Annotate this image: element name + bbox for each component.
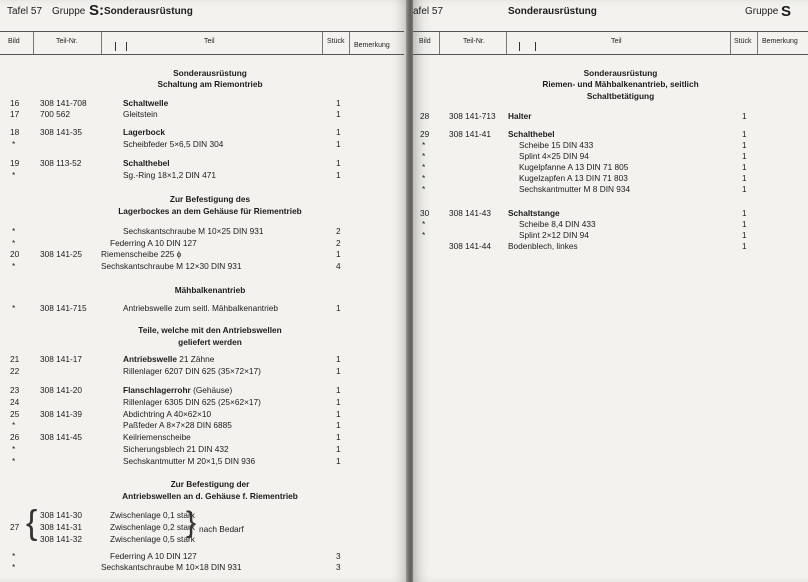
table-row (0, 456, 408, 467)
cell-bild: * (12, 238, 16, 248)
cell-teil (110, 522, 195, 533)
table-row (0, 534, 408, 545)
cell-teilnr: 308 141-45 (40, 432, 82, 442)
cell-bild: 30 (420, 208, 430, 218)
cell-teil (508, 241, 578, 252)
section-heading: Teile, welche mit den Antriebswellen (138, 325, 282, 335)
table-row (0, 170, 408, 181)
cell-bild: 26 (10, 432, 20, 442)
cell-teil (123, 98, 168, 109)
table-row (0, 109, 408, 120)
cell-bild: 29 (420, 129, 430, 139)
cell-bild: 18 (10, 127, 20, 137)
cell-teilnr: 308 141-715 (40, 303, 87, 313)
part-name: Rillenlager 6207 DIN 625 (35×72×17) (123, 366, 261, 376)
left-gruppe-label: Gruppe (52, 6, 86, 17)
part-name: Lagerbock (123, 127, 165, 137)
part-name: Sg.-Ring 18×1,2 DIN 471 (123, 170, 216, 180)
left-group-letter: S: (89, 2, 104, 19)
cell-teil (519, 184, 630, 195)
cell-teil (123, 226, 263, 237)
cell-teilnr: 308 141-35 (40, 127, 82, 137)
cell-bild: * (12, 226, 16, 236)
col-teilnr: Teil-Nr. (463, 38, 485, 45)
cell-teilnr: 308 141-41 (449, 129, 491, 139)
cell-teilnr: 308 141-43 (449, 208, 491, 218)
cell-teil (101, 249, 181, 260)
part-name: Schaltstange (508, 208, 560, 218)
cell-teil (123, 420, 232, 431)
cell-stueck: 2 (336, 238, 341, 248)
cell-bild: * (12, 456, 16, 466)
cell-stueck: 1 (336, 397, 341, 407)
cell-stueck: 1 (336, 249, 341, 259)
cell-teil (101, 562, 241, 573)
part-name: Schalthebel (123, 158, 170, 168)
cell-teil (123, 409, 211, 420)
cell-stueck: 1 (336, 354, 341, 364)
part-name: Keilriemenscheibe (123, 432, 191, 442)
cell-teil (508, 111, 532, 122)
cell-stueck: 2 (336, 226, 341, 236)
cell-teil (110, 510, 195, 521)
cell-bild: * (422, 219, 426, 229)
cell-teilnr: 308 141-17 (40, 354, 82, 364)
cell-stueck: 1 (336, 409, 341, 419)
cell-stueck: 4 (336, 261, 341, 271)
cell-teilnr: 308 141-31 (40, 522, 82, 532)
cell-teil (123, 127, 165, 138)
cell-bild: * (422, 162, 426, 172)
cell-teilnr: 308 141-30 (40, 510, 82, 520)
cell-teil (123, 385, 232, 396)
cell-bild: * (422, 173, 426, 183)
table-row (0, 444, 408, 455)
table-row (413, 219, 808, 230)
part-name: Bodenblech, linkes (508, 241, 578, 251)
cell-teil (519, 230, 589, 241)
cell-teil (123, 397, 261, 408)
section-heading: Schaltbetätigung (586, 91, 655, 101)
cell-teilnr: 308 141-708 (40, 98, 87, 108)
part-name: Gleitstein (123, 109, 158, 119)
cell-teilnr: 308 141-44 (449, 241, 491, 251)
cell-stueck: 3 (336, 551, 341, 561)
cell-bild: * (12, 139, 16, 149)
section-heading: Sonderausrüstung (583, 68, 658, 78)
cell-bild: * (12, 551, 16, 561)
table-row (0, 397, 408, 408)
part-name: Paßfeder A 8×7×28 DIN 6885 (123, 420, 232, 430)
cell-stueck: 1 (336, 385, 341, 395)
col-teil: Teil (204, 38, 215, 45)
cell-stueck: 1 (742, 173, 747, 183)
cell-bild: 16 (10, 98, 20, 108)
cell-teil (123, 444, 229, 455)
cell-stueck: 1 (336, 444, 341, 454)
part-name: Splint 2×12 DIN 94 (519, 230, 589, 240)
cell-bild: 23 (10, 385, 20, 395)
right-tafel-label: afel 57 (413, 6, 444, 17)
right-page-title: Sonderausrüstung (508, 6, 597, 17)
cell-bild: 20 (10, 249, 20, 259)
cell-teil (110, 534, 195, 545)
cell-bild: 21 (10, 354, 20, 364)
cell-teil (101, 261, 241, 272)
cell-teilnr: 308 141-32 (40, 534, 82, 544)
table-row (0, 366, 408, 377)
cell-teilnr: 700 562 (40, 109, 70, 119)
cell-bild: 17 (10, 109, 20, 119)
section-heading: Antriebswellen an d. Gehäuse f. Riementrieb (122, 491, 298, 501)
cell-teil (123, 366, 261, 377)
cell-bild: * (12, 420, 16, 430)
cell-stueck: 1 (742, 219, 747, 229)
col-stueck: Stück (734, 38, 752, 45)
right-group-letter: S (781, 3, 792, 20)
cell-bild: 28 (420, 111, 430, 121)
part-note: (Gehäuse) (190, 385, 233, 395)
cell-bild: * (422, 151, 426, 161)
part-name: Antriebswelle (123, 354, 177, 364)
cell-stueck: 1 (336, 456, 341, 466)
cell-bild: * (422, 140, 426, 150)
part-note: 21 Zähne (176, 354, 215, 364)
part-name: Flanschlagerrohr (123, 385, 191, 395)
table-row (0, 249, 408, 260)
cell-bild: 27 (10, 522, 20, 532)
cell-stueck: 1 (742, 111, 747, 121)
cell-teil (110, 238, 197, 249)
part-name: Zwischenlage 0,2 stark (110, 522, 195, 532)
cell-teilnr: 308 141-25 (40, 249, 82, 259)
table-row (0, 432, 408, 443)
table-row (0, 261, 408, 272)
cell-teil (519, 162, 628, 173)
cell-stueck: 1 (742, 208, 747, 218)
table-row (0, 98, 408, 109)
table-row (0, 551, 408, 562)
col-bemerkung: Bemerkung (762, 38, 798, 45)
table-row (0, 354, 408, 365)
cell-bild: * (12, 562, 16, 572)
cell-stueck: 1 (742, 151, 747, 161)
table-row (0, 510, 408, 521)
cell-stueck: 1 (742, 129, 747, 139)
table-row (0, 385, 408, 396)
table-row (0, 562, 408, 573)
cell-stueck: 1 (336, 127, 341, 137)
section-heading: Mähbalkenantrieb (174, 285, 246, 295)
left-page-title: Sonderausrüstung (104, 6, 193, 17)
left-tafel-label: Tafel 57 (7, 6, 43, 17)
col-stueck: Stück (327, 38, 345, 45)
cell-stueck: 1 (742, 184, 747, 194)
part-name: Sechskantschraube M 10×18 DIN 931 (101, 562, 242, 572)
table-row (413, 129, 808, 140)
cell-teil (123, 303, 278, 314)
table-row (0, 409, 408, 420)
cell-stueck: 1 (336, 432, 341, 442)
part-name: Zwischenlage 0,5 stark (110, 534, 195, 544)
section-heading: geliefert werden (178, 337, 242, 347)
part-name: Scheibe 15 DIN 433 (519, 140, 594, 150)
part-name: Schalthebel (508, 129, 555, 139)
cell-stueck: 1 (336, 366, 341, 376)
left-brace: { (26, 504, 38, 542)
part-name: Kugelzapfen A 13 DIN 71 803 (519, 173, 628, 183)
part-name: Scheibfeder 5×6,5 DIN 304 (123, 139, 224, 149)
cell-stueck: 1 (336, 170, 341, 180)
right-column-header (413, 31, 808, 55)
cell-bild: * (422, 184, 426, 194)
cell-teil (123, 432, 191, 443)
cell-bild: * (12, 303, 16, 313)
part-name: Zwischenlage 0,1 stark (110, 510, 195, 520)
cell-teil (519, 219, 596, 230)
table-row (413, 184, 808, 195)
cell-stueck: 1 (336, 158, 341, 168)
part-name: Sechskantschraube M 10×25 DIN 931 (123, 226, 264, 236)
cell-bild: * (422, 230, 426, 240)
section-heading: Lagerbockes an dem Gehäuse für Riementrieb (118, 206, 302, 216)
cell-stueck: 1 (742, 230, 747, 240)
cell-stueck: 3 (336, 562, 341, 572)
col-bild: Bild (8, 38, 20, 45)
cell-bild: 25 (10, 409, 20, 419)
table-row (413, 111, 808, 122)
table-row (413, 151, 808, 162)
cell-teil (519, 173, 628, 184)
part-name: Sechskantschraube M 12×30 DIN 931 (101, 261, 242, 271)
cell-teil (123, 354, 214, 365)
left-column-header (0, 31, 404, 55)
part-name: Abdichtring A 40×62×10 (123, 409, 212, 419)
cell-bild: 22 (10, 366, 20, 376)
cell-stueck: 1 (336, 109, 341, 119)
cell-bild: 19 (10, 158, 20, 168)
table-row (413, 162, 808, 173)
part-name: Sicherungsblech 21 DIN 432 (123, 444, 229, 454)
table-row (0, 226, 408, 237)
part-name: Splint 4×25 DIN 94 (519, 151, 589, 161)
section-heading: Schaltung am Riemontrieb (157, 79, 263, 89)
cell-stueck: 1 (742, 140, 747, 150)
table-row (413, 230, 808, 241)
part-name: Halter (508, 111, 532, 121)
part-name: Federring A 10 DIN 127 (110, 238, 197, 248)
part-name: Sechskantmutter M 8 DIN 934 (519, 184, 631, 194)
col-bild: Bild (419, 38, 431, 45)
cell-stueck: 1 (336, 139, 341, 149)
nach-bedarf-note: nach Bedarf (199, 524, 244, 534)
col-teil: Teil (611, 38, 622, 45)
table-row (413, 241, 808, 252)
table-row (0, 238, 408, 249)
right-page (413, 0, 808, 582)
cell-teil (508, 129, 555, 140)
table-row (413, 208, 808, 219)
table-row (0, 420, 408, 431)
cell-bild: * (12, 261, 16, 271)
cell-teil (123, 170, 216, 181)
col-bemerkung: Bemerkung (354, 42, 390, 49)
right-brace: } (186, 506, 197, 539)
part-name: Riemenscheibe 225 ϕ (101, 249, 182, 259)
table-row (0, 303, 408, 314)
section-heading: Sonderausrüstung (173, 68, 247, 78)
part-name: Sechskantmutter M 20×1,5 DIN 936 (123, 456, 256, 466)
cell-teilnr: 308 141-20 (40, 385, 82, 395)
section-heading: Zur Befestigung des (169, 194, 251, 204)
part-name: Rillenlager 6305 DIN 625 (25×62×17) (123, 397, 261, 407)
table-row (413, 173, 808, 184)
table-row (413, 140, 808, 151)
cell-teil (123, 456, 255, 467)
part-name: Federring A 10 DIN 127 (110, 551, 197, 561)
cell-teil (519, 151, 589, 162)
table-row (0, 127, 408, 138)
right-gruppe-label: Gruppe (745, 6, 779, 17)
cell-teil (110, 551, 197, 562)
cell-teilnr: 308 141-39 (40, 409, 82, 419)
cell-bild: * (12, 444, 16, 454)
section-heading: Zur Befestigung der (170, 479, 250, 489)
table-row (0, 158, 408, 169)
part-name: Antriebswelle zum seitl. Mähbalkenantrieb (123, 303, 278, 313)
cell-stueck: 1 (742, 162, 747, 172)
cell-stueck: 1 (336, 98, 341, 108)
cell-teil (123, 158, 170, 169)
cell-teil (123, 109, 158, 120)
cell-teil (123, 139, 223, 150)
cell-teilnr: 308 113-52 (40, 158, 82, 168)
col-teilnr: Teil-Nr. (56, 38, 78, 45)
cell-teil (519, 140, 593, 151)
cell-stueck: 1 (336, 303, 341, 313)
cell-bild: * (12, 170, 16, 180)
cell-bild: 24 (10, 397, 20, 407)
cell-teilnr: 308 141-713 (449, 111, 496, 121)
part-name: Scheibe 8,4 DIN 433 (519, 219, 596, 229)
part-name: Schaltwelle (123, 98, 169, 108)
part-name: Kugelpfanne A 13 DIN 71 805 (519, 162, 629, 172)
cell-teil (508, 208, 560, 219)
table-row (0, 139, 408, 150)
cell-stueck: 1 (742, 241, 747, 251)
section-heading: Riemen- und Mähbalkenantrieb, seitlich (542, 79, 699, 89)
cell-stueck: 1 (336, 420, 341, 430)
